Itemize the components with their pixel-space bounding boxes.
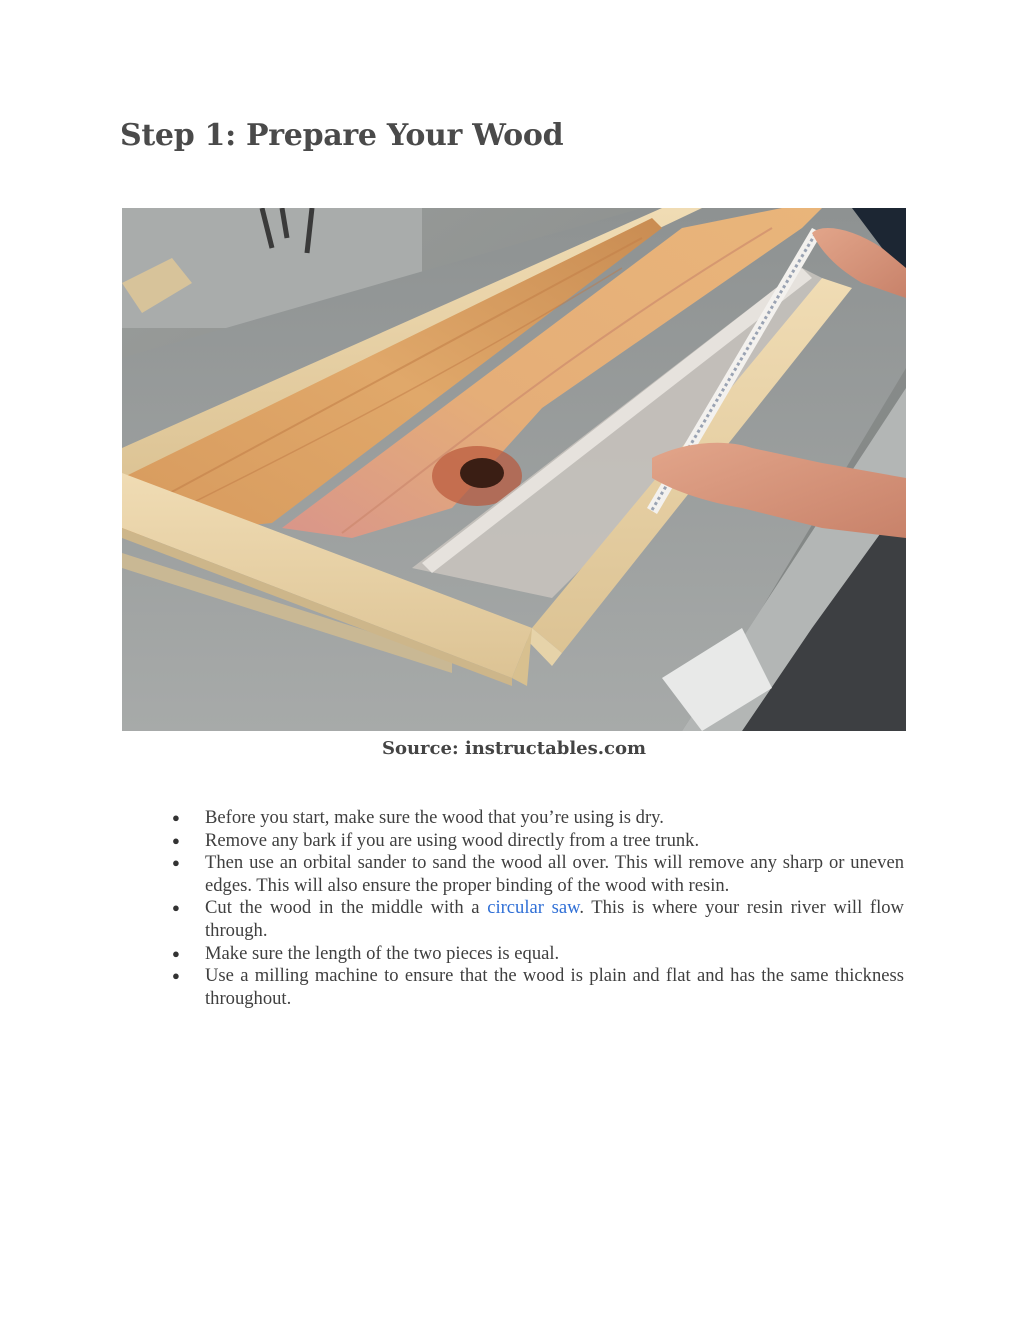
- list-item-text-before-link: Cut the wood in the middle with a: [205, 897, 488, 919]
- wood-photo: [122, 208, 906, 731]
- bullet-icon: ●: [172, 810, 180, 825]
- bullet-icon: ●: [172, 855, 180, 871]
- page-title: Step 1: Prepare Your Wood: [120, 118, 564, 153]
- instruction-list: [170, 807, 904, 1010]
- list-item-text: Make sure the length of the two pieces is equal.: [205, 942, 560, 964]
- list-item: [170, 943, 904, 966]
- list-item-text: Then use an orbital sander to sand the wood all over. This will remove any sharp or uneven edges. This will also ensure the proper binding of the wood with resin.: [205, 852, 904, 896]
- circular-saw-link[interactable]: circular saw: [487, 897, 580, 919]
- bullet-icon: ●: [172, 968, 180, 984]
- bullet-icon: ●: [172, 900, 180, 916]
- list-item: [170, 852, 904, 897]
- list-item: [170, 965, 904, 1010]
- bullet-icon: ●: [172, 945, 180, 961]
- list-item-text: Before you start, make sure the wood that you’re using is dry.: [205, 807, 664, 828]
- list-item-text: Remove any bark if you are using wood directly from a tree trunk.: [205, 829, 700, 851]
- list-item: [170, 897, 904, 942]
- list-item: [170, 830, 904, 853]
- list-item-text-after-link: . This is where your resin river will flow through.: [205, 897, 904, 941]
- list-item-text: Use a milling machine to ensure that the wood is plain and flat and has the same thickness throughout.: [205, 965, 904, 1009]
- image-source-caption: Source: instructables.com: [381, 738, 647, 759]
- bullet-icon: ●: [172, 832, 180, 848]
- list-item: [170, 807, 904, 830]
